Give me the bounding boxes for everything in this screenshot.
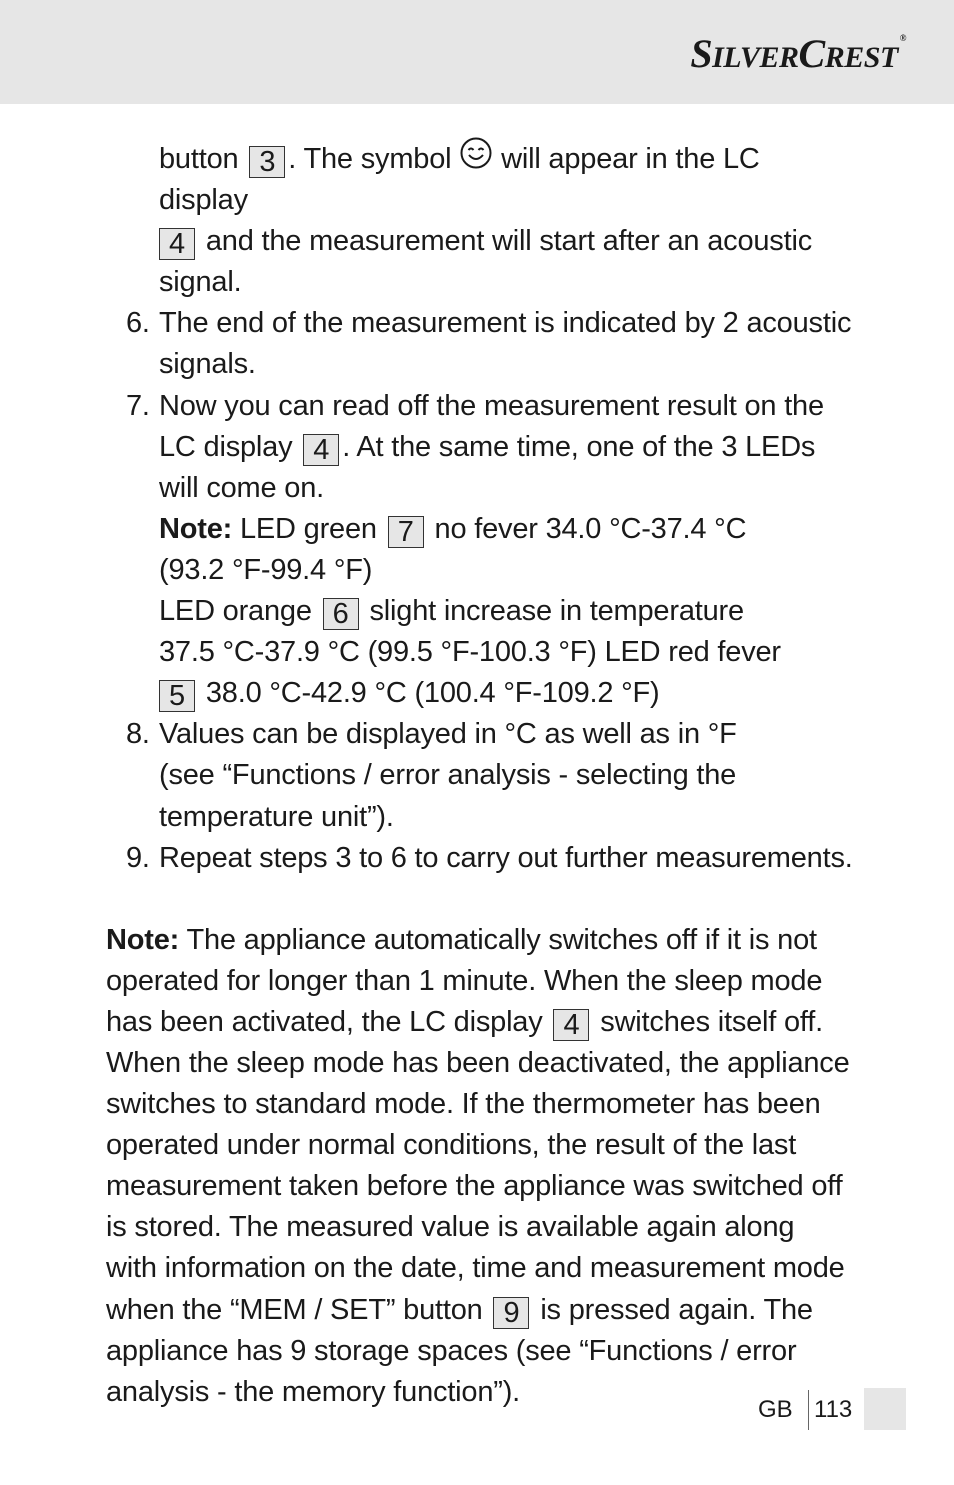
- reference-box: 5: [159, 680, 195, 712]
- step-5-continuation: button 3 . The symbol will appear in the LC display 4 and the measurement will start after an acoustic signal.: [106, 136, 854, 303]
- page-content: [106, 136, 854, 1413]
- reference-box: 4: [303, 434, 339, 466]
- footer-divider: [808, 1390, 809, 1430]
- step-9: 9. Repeat steps 3 to 6 to carry out further measurements.: [126, 841, 853, 874]
- silvercrest-logo: SILVERCREST®: [690, 31, 906, 76]
- step-6: 6. The end of the measurement is indicated by 2 acoustic signals.: [126, 307, 852, 381]
- step-8: 8. Values can be displayed in °C as well as in °F (see “Functions / error analysis - selecting the temperature unit”).: [126, 718, 737, 833]
- page-number: 113: [814, 1396, 853, 1423]
- reference-box: 7: [388, 516, 424, 548]
- language-code: GB: [758, 1396, 793, 1423]
- reference-box: 4: [159, 228, 195, 260]
- reference-box: 6: [323, 598, 359, 630]
- smiley-icon: [459, 136, 493, 170]
- reference-box: 9: [493, 1297, 529, 1329]
- page-tab-marker: [864, 1388, 906, 1430]
- page-header: [0, 0, 954, 104]
- step-7: 7. Now you can read off the measurement result on the LC display 4 . At the same time, one of the 3 LEDs will come on. Note: LED green 7 no fever 34.0 °C-37.4 °C (93.2 °F-99.4 °F) LED orange 6 slight increase in temperature 37.5 °C-37.9 °C (99.5 °F-100.3 °F) LED red fever 5 38.0 °C-42.9 °C (100.4 °F-109.2 °F): [106, 386, 854, 715]
- sleep-mode-note: Note: The appliance automatically switches off if it is not operated for longer than 1 minute. When the sleep mode has been activated, the LC display 4 switches itself off. When the sleep mode has been deactivated, the appliance switches to standard mode. If the thermometer has been operated under normal conditions, the result of the last measurement taken before the appliance was switched off is stored. The measured value is available again along with information on the date, time and measurement mode when the “MEM / SET” button 9 is pressed again. The appliance has 9 storage spaces (see “Functions / error analysis - the memory function”).: [106, 923, 850, 1408]
- led-note: Note: LED green 7 no fever 34.0 °C-37.4 °C (93.2 °F-99.4 °F) LED orange 6 slight increase in temperature 37.5 °C-37.9 °C (99.5 °F-100.3 °F) LED red fever 5 38.0 °C-42.9 °C (100.4 °F-109.2 °F): [159, 512, 781, 713]
- reference-box: 4: [553, 1009, 589, 1041]
- reference-box: 3: [249, 146, 285, 178]
